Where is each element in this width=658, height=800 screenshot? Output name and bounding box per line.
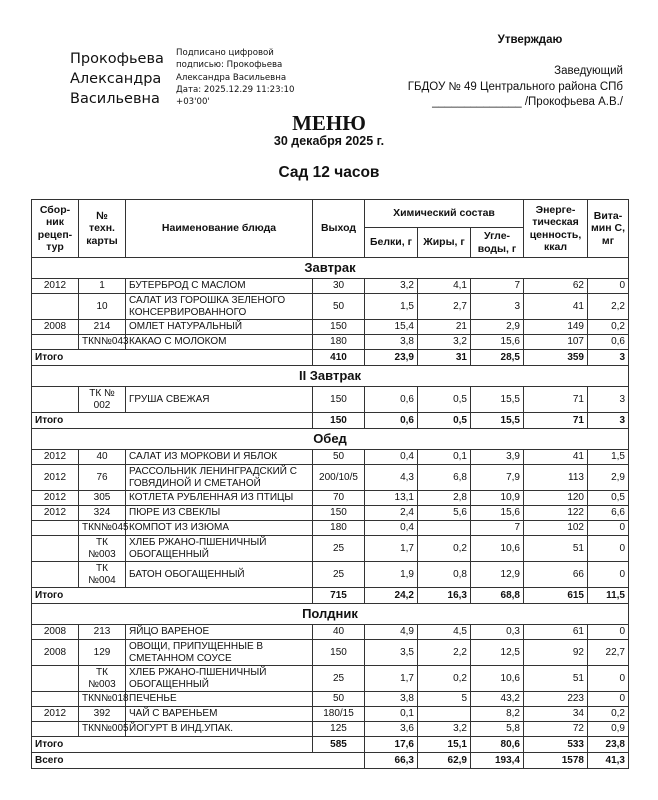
carbs-cell: 10,6 <box>471 536 524 562</box>
collection-cell: 2012 <box>32 279 79 294</box>
digital-signature-details <box>176 47 294 108</box>
fat-cell: 2,7 <box>418 294 471 320</box>
carbs-cell: 12,5 <box>471 640 524 666</box>
vitamin-c-cell: 3 <box>588 387 629 413</box>
tech-card-cell: 305 <box>79 491 126 506</box>
table-row <box>32 562 629 588</box>
protein-cell: 1,7 <box>365 666 418 692</box>
yield-cell: 30 <box>313 279 365 294</box>
collection-cell: 2012 <box>32 707 79 722</box>
collection-cell: 2012 <box>32 491 79 506</box>
table-row <box>32 387 629 413</box>
dish-name-cell: КОТЛЕТА РУБЛЕННАЯ ИЗ ПТИЦЫ <box>126 491 313 506</box>
dish-name-cell: ЙОГУРТ В ИНД.УПАК. <box>126 722 313 737</box>
grand-total-energy-cell: 1578 <box>524 753 588 769</box>
carbs-cell: 2,9 <box>471 320 524 335</box>
signature-detail-line: Дата: 2025.12.29 11:23:10 <box>176 84 295 95</box>
fat-cell: 5 <box>418 692 471 707</box>
menu-table <box>31 199 629 769</box>
energy-cell: 51 <box>524 536 588 562</box>
energy-cell: 51 <box>524 666 588 692</box>
table-row <box>32 666 629 692</box>
fat-cell: 3,2 <box>418 335 471 350</box>
fat-cell: 6,8 <box>418 465 471 491</box>
collection-cell <box>32 722 79 737</box>
tech-card-cell: 213 <box>79 625 126 640</box>
signature-detail-line: +03'00' <box>176 97 210 108</box>
protein-cell: 15,4 <box>365 320 418 335</box>
energy-cell: 107 <box>524 335 588 350</box>
energy-cell: 149 <box>524 320 588 335</box>
energy-cell: 223 <box>524 692 588 707</box>
vitamin-c-cell: 0 <box>588 692 629 707</box>
approval-block <box>408 64 623 111</box>
total-label: Итого <box>32 737 313 753</box>
collection-cell: 2008 <box>32 320 79 335</box>
menu-subtitle: Сад 12 часов <box>278 164 380 181</box>
signer-name-line: Александра <box>70 71 162 87</box>
dish-name-cell: ОМЛЕТ НАТУРАЛЬНЫЙ <box>126 320 313 335</box>
total-protein-cell: 23,9 <box>365 350 418 366</box>
protein-cell: 3,8 <box>365 692 418 707</box>
menu-date: 30 декабря 2025 г. <box>273 134 385 148</box>
carbs-cell: 3 <box>471 294 524 320</box>
carbs-cell: 12,9 <box>471 562 524 588</box>
vitamin-c-cell: 0,5 <box>588 491 629 506</box>
collection-cell: 2008 <box>32 640 79 666</box>
fat-cell: 4,5 <box>418 625 471 640</box>
section-total-row <box>32 350 629 366</box>
table-row <box>32 491 629 506</box>
energy-cell: 120 <box>524 491 588 506</box>
carbs-cell: 5,8 <box>471 722 524 737</box>
total-energy-cell: 71 <box>524 413 588 429</box>
table-row <box>32 279 629 294</box>
collection-cell <box>32 335 79 350</box>
vitamin-c-cell: 0 <box>588 666 629 692</box>
section-title: Завтрак <box>32 258 629 279</box>
collection-cell <box>32 294 79 320</box>
grand-total-carbs-cell: 193,4 <box>471 753 524 769</box>
vitamin-c-cell: 6,6 <box>588 506 629 521</box>
fat-cell: 3,2 <box>418 722 471 737</box>
protein-cell: 13,1 <box>365 491 418 506</box>
total-fat-cell: 16,3 <box>418 588 471 604</box>
vitamin-c-cell: 1,5 <box>588 450 629 465</box>
carbs-cell: 15,6 <box>471 506 524 521</box>
section-header-row <box>32 258 629 279</box>
total-label: Итого <box>32 350 313 366</box>
grand-total-protein-cell: 66,3 <box>365 753 418 769</box>
protein-cell: 3,2 <box>365 279 418 294</box>
collection-cell <box>32 666 79 692</box>
yield-cell: 25 <box>313 562 365 588</box>
section-total-row <box>32 413 629 429</box>
dish-name-cell: САЛАТ ИЗ МОРКОВИ И ЯБЛОК <box>126 450 313 465</box>
dish-name-cell: КОМПОТ ИЗ ИЗЮМА <box>126 521 313 536</box>
table-row <box>32 640 629 666</box>
total-fat-cell: 0,5 <box>418 413 471 429</box>
collection-cell: 2008 <box>32 625 79 640</box>
carbs-cell: 15,5 <box>471 387 524 413</box>
dish-name-cell: БАТОН ОБОГАЩЕННЫЙ <box>126 562 313 588</box>
yield-cell: 50 <box>313 692 365 707</box>
grand-total-vitc-cell: 41,3 <box>588 753 629 769</box>
fat-cell: 2,2 <box>418 640 471 666</box>
approval-organization: ГБДОУ № 49 Центрального района СПб <box>407 80 623 93</box>
table-row <box>32 722 629 737</box>
tech-card-cell: ТК № 002 <box>79 387 126 413</box>
carbs-cell: 15,6 <box>471 335 524 350</box>
energy-cell: 34 <box>524 707 588 722</box>
carbs-cell: 7 <box>471 521 524 536</box>
yield-cell: 125 <box>313 722 365 737</box>
carbs-cell: 7,9 <box>471 465 524 491</box>
total-protein-cell: 0,6 <box>365 413 418 429</box>
protein-cell: 1,9 <box>365 562 418 588</box>
yield-cell: 200/10/5 <box>313 465 365 491</box>
total-yield-cell: 715 <box>313 588 365 604</box>
protein-cell: 0,6 <box>365 387 418 413</box>
tech-card-cell: ТК №003 <box>79 536 126 562</box>
energy-cell: 122 <box>524 506 588 521</box>
protein-cell: 0,4 <box>365 450 418 465</box>
total-energy-cell: 533 <box>524 737 588 753</box>
header-vitamin-c: Вита-мин С, мг <box>588 200 629 258</box>
collection-cell: 2012 <box>32 450 79 465</box>
yield-cell: 150 <box>313 387 365 413</box>
protein-cell: 3,5 <box>365 640 418 666</box>
header-carbs: Угле-воды, г <box>471 228 524 258</box>
signer-name-line: Прокофьева <box>70 51 164 67</box>
vitamin-c-cell: 22,7 <box>588 640 629 666</box>
grand-total-fat-cell: 62,9 <box>418 753 471 769</box>
tech-card-cell: 129 <box>79 640 126 666</box>
carbs-cell: 10,6 <box>471 666 524 692</box>
approval-signature-line: ______________ /Прокофьева А.В./ <box>432 96 623 108</box>
vitamin-c-cell: 0,2 <box>588 320 629 335</box>
protein-cell: 0,4 <box>365 521 418 536</box>
total-protein-cell: 24,2 <box>365 588 418 604</box>
protein-cell: 0,1 <box>365 707 418 722</box>
yield-cell: 25 <box>313 666 365 692</box>
fat-cell <box>418 521 471 536</box>
total-carbs-cell: 68,8 <box>471 588 524 604</box>
total-energy-cell: 359 <box>524 350 588 366</box>
protein-cell: 4,3 <box>365 465 418 491</box>
dish-name-cell: ОВОЩИ, ПРИПУЩЕННЫЕ В СМЕТАННОМ СОУСЕ <box>126 640 313 666</box>
carbs-cell: 7 <box>471 279 524 294</box>
approval-title: Утверждаю <box>497 34 563 46</box>
energy-cell: 102 <box>524 521 588 536</box>
header-row <box>32 200 629 228</box>
total-protein-cell: 17,6 <box>365 737 418 753</box>
signer-name-line: Васильевна <box>70 91 160 107</box>
fat-cell <box>418 707 471 722</box>
table-row <box>32 294 629 320</box>
carbs-cell: 8,2 <box>471 707 524 722</box>
fat-cell: 2,8 <box>418 491 471 506</box>
energy-cell: 113 <box>524 465 588 491</box>
total-vitc-cell: 11,5 <box>588 588 629 604</box>
yield-cell: 180/15 <box>313 707 365 722</box>
tech-card-cell: 1 <box>79 279 126 294</box>
total-carbs-cell: 15,5 <box>471 413 524 429</box>
grand-total-row <box>32 753 629 769</box>
yield-cell: 40 <box>313 625 365 640</box>
total-fat-cell: 15,1 <box>418 737 471 753</box>
energy-cell: 62 <box>524 279 588 294</box>
section-header-row <box>32 604 629 625</box>
total-carbs-cell: 28,5 <box>471 350 524 366</box>
table-row <box>32 692 629 707</box>
protein-cell: 4,9 <box>365 625 418 640</box>
header-dish: Наименование блюда <box>126 200 313 258</box>
tech-card-cell: 392 <box>79 707 126 722</box>
table-row <box>32 625 629 640</box>
page-title: МЕНЮ <box>292 111 366 135</box>
total-label: Итого <box>32 413 313 429</box>
protein-cell: 3,8 <box>365 335 418 350</box>
dish-name-cell: РАССОЛЬНИК ЛЕНИНГРАДСКИЙ С ГОВЯДИНОЙ И СМЕТАНОЙ <box>126 465 313 491</box>
yield-cell: 50 <box>313 450 365 465</box>
vitamin-c-cell: 0 <box>588 521 629 536</box>
total-vitc-cell: 3 <box>588 413 629 429</box>
header-energy: Энерге-тическая ценность, ккал <box>524 200 588 258</box>
dish-name-cell: ГРУША СВЕЖАЯ <box>126 387 313 413</box>
tech-card-cell: ТК №004 <box>79 562 126 588</box>
vitamin-c-cell: 0 <box>588 562 629 588</box>
fat-cell: 5,6 <box>418 506 471 521</box>
tech-card-cell: ТКN№045 <box>79 521 126 536</box>
collection-cell <box>32 536 79 562</box>
vitamin-c-cell: 0,2 <box>588 707 629 722</box>
energy-cell: 72 <box>524 722 588 737</box>
vitamin-c-cell: 0 <box>588 279 629 294</box>
total-fat-cell: 31 <box>418 350 471 366</box>
vitamin-c-cell: 2,2 <box>588 294 629 320</box>
collection-cell: 2012 <box>32 465 79 491</box>
protein-cell: 1,7 <box>365 536 418 562</box>
approval-position: Заведующий <box>554 65 623 77</box>
fat-cell: 0,1 <box>418 450 471 465</box>
header-protein: Белки, г <box>365 228 418 258</box>
signature-detail-line: подписью: Прокофьева <box>176 60 283 71</box>
dish-name-cell: БУТЕРБРОД С МАСЛОМ <box>126 279 313 294</box>
vitamin-c-cell: 0,6 <box>588 335 629 350</box>
header-collection: Сбор-ник рецеп-тур <box>32 200 79 258</box>
tech-card-cell: 40 <box>79 450 126 465</box>
table-row <box>32 320 629 335</box>
tech-card-cell: 10 <box>79 294 126 320</box>
grand-total-label: Всего <box>32 753 365 769</box>
fat-cell: 21 <box>418 320 471 335</box>
table-row <box>32 521 629 536</box>
fat-cell: 0,5 <box>418 387 471 413</box>
table-row <box>32 536 629 562</box>
fat-cell: 0,8 <box>418 562 471 588</box>
table-row <box>32 335 629 350</box>
section-title: Полдник <box>32 604 629 625</box>
header-fat: Жиры, г <box>418 228 471 258</box>
menu-body <box>32 258 629 769</box>
energy-cell: 71 <box>524 387 588 413</box>
total-vitc-cell: 23,8 <box>588 737 629 753</box>
table-row <box>32 707 629 722</box>
table-row <box>32 506 629 521</box>
section-total-row <box>32 588 629 604</box>
tech-card-cell: ТК №003 <box>79 666 126 692</box>
dish-name-cell: ПЕЧЕНЬЕ <box>126 692 313 707</box>
dish-name-cell: ЧАЙ С ВАРЕНЬЕМ <box>126 707 313 722</box>
yield-cell: 150 <box>313 506 365 521</box>
section-total-row <box>32 737 629 753</box>
collection-cell <box>32 562 79 588</box>
table-row <box>32 465 629 491</box>
dish-name-cell: КАКАО С МОЛОКОМ <box>126 335 313 350</box>
section-header-row <box>32 429 629 450</box>
energy-cell: 92 <box>524 640 588 666</box>
protein-cell: 2,4 <box>365 506 418 521</box>
carbs-cell: 43,2 <box>471 692 524 707</box>
header-tech-card: № техн. карты <box>79 200 126 258</box>
energy-cell: 66 <box>524 562 588 588</box>
tech-card-cell: 76 <box>79 465 126 491</box>
section-title: II Завтрак <box>32 366 629 387</box>
dish-name-cell: САЛАТ ИЗ ГОРОШКА ЗЕЛЕНОГО КОНСЕРВИРОВАННОГО <box>126 294 313 320</box>
tech-card-cell: ТКN№005 <box>79 722 126 737</box>
collection-cell <box>32 521 79 536</box>
energy-cell: 61 <box>524 625 588 640</box>
dish-name-cell: ХЛЕБ РЖАНО-ПШЕНИЧНЫЙ ОБОГАЩЕННЫЙ <box>126 666 313 692</box>
vitamin-c-cell: 0 <box>588 536 629 562</box>
protein-cell: 1,5 <box>365 294 418 320</box>
header-yield: Выход <box>313 200 365 258</box>
total-yield-cell: 410 <box>313 350 365 366</box>
total-energy-cell: 615 <box>524 588 588 604</box>
signature-detail-line: Подписано цифровой <box>176 48 274 58</box>
dish-name-cell: ЯЙЦО ВАРЕНОЕ <box>126 625 313 640</box>
yield-cell: 180 <box>313 521 365 536</box>
section-title: Обед <box>32 429 629 450</box>
total-vitc-cell: 3 <box>588 350 629 366</box>
yield-cell: 70 <box>313 491 365 506</box>
fat-cell: 0,2 <box>418 666 471 692</box>
signer-name <box>70 49 164 109</box>
dish-name-cell: ПЮРЕ ИЗ СВЕКЛЫ <box>126 506 313 521</box>
total-carbs-cell: 80,6 <box>471 737 524 753</box>
yield-cell: 150 <box>313 640 365 666</box>
total-yield-cell: 150 <box>313 413 365 429</box>
tech-card-cell: 324 <box>79 506 126 521</box>
collection-cell <box>32 387 79 413</box>
yield-cell: 25 <box>313 536 365 562</box>
energy-cell: 41 <box>524 450 588 465</box>
yield-cell: 50 <box>313 294 365 320</box>
protein-cell: 3,6 <box>365 722 418 737</box>
dish-name-cell: ХЛЕБ РЖАНО-ПШЕНИЧНЫЙ ОБОГАЩЕННЫЙ <box>126 536 313 562</box>
tech-card-cell: ТКN№043 <box>79 335 126 350</box>
tech-card-cell: ТКN№018 <box>79 692 126 707</box>
signature-detail-line: Александра Васильевна <box>176 72 287 83</box>
vitamin-c-cell: 0 <box>588 625 629 640</box>
section-header-row <box>32 366 629 387</box>
yield-cell: 180 <box>313 335 365 350</box>
yield-cell: 150 <box>313 320 365 335</box>
carbs-cell: 0,3 <box>471 625 524 640</box>
total-label: Итого <box>32 588 313 604</box>
collection-cell: 2012 <box>32 506 79 521</box>
tech-card-cell: 214 <box>79 320 126 335</box>
collection-cell <box>32 692 79 707</box>
table-row <box>32 450 629 465</box>
fat-cell: 4,1 <box>418 279 471 294</box>
total-yield-cell: 585 <box>313 737 365 753</box>
vitamin-c-cell: 2,9 <box>588 465 629 491</box>
vitamin-c-cell: 0,9 <box>588 722 629 737</box>
fat-cell: 0,2 <box>418 536 471 562</box>
header-chemical-composition: Химический состав <box>365 200 524 228</box>
energy-cell: 41 <box>524 294 588 320</box>
carbs-cell: 10,9 <box>471 491 524 506</box>
carbs-cell: 3,9 <box>471 450 524 465</box>
